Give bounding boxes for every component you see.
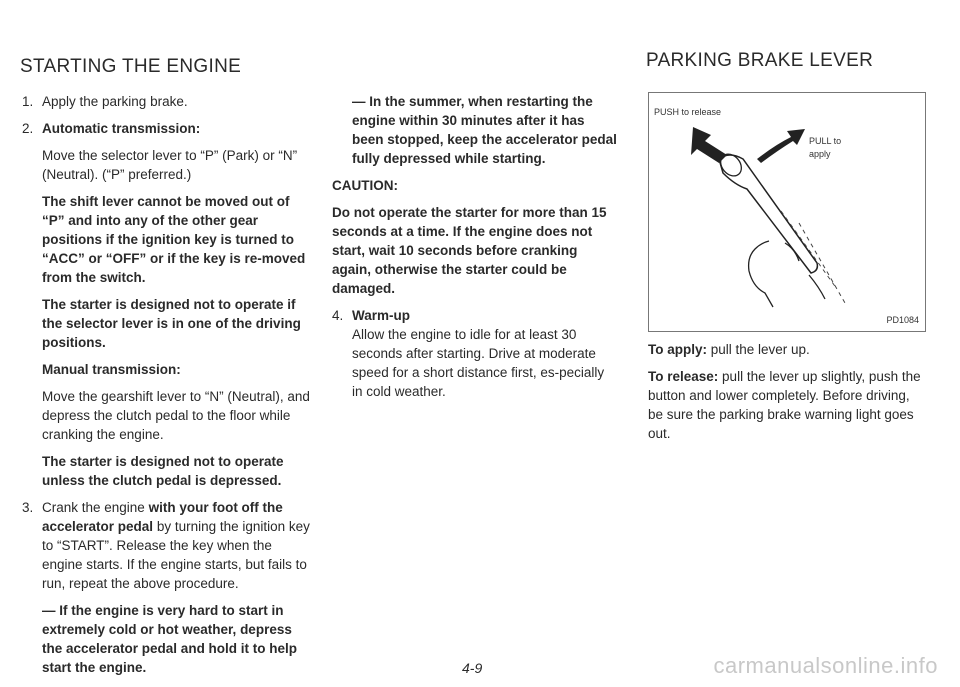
step-1-text: Apply the parking brake.	[42, 94, 188, 109]
caution-heading: CAUTION:	[332, 178, 398, 193]
manual-transmission-heading: Manual transmission:	[42, 362, 181, 377]
hand-icon	[749, 241, 825, 307]
shift-lever-warning: The shift lever cannot be moved out of “P” and into any of the other gear positions if the ignition key is turned to “ACC” or “OFF” or if the key is re-moved from the switch.	[42, 194, 306, 285]
step-number: 3.	[22, 500, 34, 515]
to-apply-text: To apply: pull the lever up.	[648, 342, 810, 357]
starter-selector-warning: The starter is designed not to operate if the selector lever is in one of the driving positions.	[42, 297, 301, 350]
summer-restart-note: — In the summer, when restarting the engine within 30 minutes after it has been stopped, keep the accelerator pedal fully depressed while starting.	[352, 94, 617, 166]
step-number: 2.	[22, 121, 34, 136]
left-column	[22, 92, 314, 685]
page-number: 4-9	[462, 660, 483, 676]
parking-brake-figure	[648, 92, 926, 332]
to-release-text: To release: pull the lever up slightly, push the button and lower completely. Before driving, be sure the parking brake warning light goes out.	[648, 369, 921, 441]
right-column	[648, 340, 928, 451]
automatic-transmission-text: Move the selector lever to “P” (Park) or “N” (Neutral). (“P” preferred.)	[42, 148, 298, 182]
pull-label: PULL to apply	[809, 136, 842, 159]
step-1	[22, 92, 314, 111]
middle-column	[332, 92, 618, 409]
automatic-transmission-heading: Automatic transmission:	[42, 121, 201, 136]
caution-text: Do not operate the starter for more than 15 seconds at a time. If the engine does not start, wait 10 seconds before cranking again, otherwise the starter could be damaged.	[332, 205, 607, 296]
push-label: PUSH to release	[654, 107, 722, 117]
step-number: 4.	[332, 308, 344, 323]
step-2	[22, 119, 314, 490]
warm-up-heading: Warm-up	[352, 308, 410, 323]
watermark: carmanualsonline.info	[713, 653, 938, 678]
section-title-starting: STARTING THE ENGINE	[20, 56, 242, 77]
warm-up-text: Allow the engine to idle for at least 30 seconds after starting. Drive at moderate speed for a short distance first, es-pecially in cold weather.	[352, 327, 605, 399]
step-4	[332, 306, 618, 401]
parking-brake-illustration	[649, 93, 925, 331]
lever-icon	[719, 155, 817, 273]
step-number: 1.	[22, 94, 34, 109]
section-title-parking-brake: PARKING BRAKE LEVER	[646, 50, 874, 71]
pull-arrow-icon	[757, 129, 805, 163]
figure-code: PD1084	[886, 315, 919, 325]
manual-transmission-text: Move the gearshift lever to “N” (Neutral), and depress the clutch pedal to the floor while cranking the engine.	[42, 389, 310, 442]
step-3-text: Crank the engine with your foot off the accelerator pedal by turning the ignition key to “START”. Release the key when the engine starts. If the engine starts, but fails to run, repeat the above procedure.	[42, 500, 310, 591]
clutch-pedal-warning: The starter is designed not to operate unless the clutch pedal is depressed.	[42, 454, 284, 488]
hard-start-note: — If the engine is very hard to start in extremely cold or hot weather, depress the accelerator pedal and hold it to help start the engine.	[42, 603, 298, 675]
step-3	[22, 498, 314, 677]
